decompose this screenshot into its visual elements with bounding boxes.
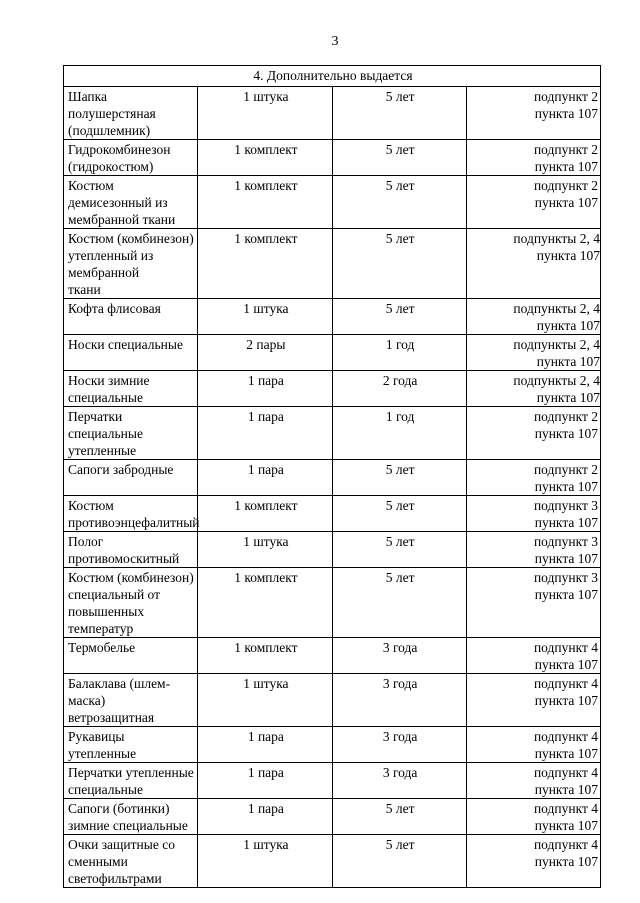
table-row (64, 727, 601, 763)
item-legal-reference (466, 299, 600, 335)
legal-reference-line: пункта 107 (534, 587, 598, 602)
item-name-line: Сапоги забродные (68, 462, 174, 477)
section-title: 4. Дополнительно выдается (64, 66, 601, 87)
item-wear-term: 5 лет (332, 229, 466, 299)
item-quantity: 1 комплект (198, 140, 332, 176)
item-legal-reference (466, 835, 600, 888)
item-name-line: специальные (68, 782, 143, 797)
legal-reference-line: подпункт 2 (533, 89, 598, 104)
item-wear-term: 3 года (332, 727, 466, 763)
table-row (64, 407, 601, 460)
item-legal-reference (466, 799, 600, 835)
item-wear-term: 5 лет (332, 176, 466, 229)
item-name-line: Костюм (комбинезон) (68, 570, 194, 585)
item-legal-reference (466, 176, 600, 229)
item-legal-reference (466, 87, 600, 140)
item-name (64, 638, 198, 674)
table-body (64, 66, 601, 888)
item-legal-reference (466, 763, 600, 799)
table-row (64, 140, 601, 176)
item-name (64, 799, 198, 835)
item-name-line: Костюм (68, 498, 114, 513)
legal-reference-line: подпункты 2, 4 (513, 301, 600, 316)
page-number: 3 (331, 34, 339, 49)
item-name (64, 176, 198, 229)
legal-reference-line: подпункты 2, 4 (513, 373, 600, 388)
legal-reference-line: подпункт 2 (533, 409, 598, 424)
legal-reference-line: пункта 107 (534, 818, 598, 833)
item-legal-reference (466, 532, 600, 568)
item-name-line: специальный от (68, 587, 161, 602)
item-name (64, 87, 198, 140)
item-name-line: Полог противомоскитный (68, 534, 180, 566)
item-quantity: 1 пара (198, 371, 332, 407)
item-quantity: 1 пара (198, 763, 332, 799)
item-name (64, 496, 198, 532)
item-quantity: 2 пары (198, 335, 332, 371)
legal-reference-line: подпункт 2 (533, 462, 598, 477)
item-name (64, 460, 198, 496)
item-name (64, 835, 198, 888)
item-name-line: Шапка полушерстяная (68, 89, 156, 121)
item-legal-reference (466, 727, 600, 763)
item-wear-term: 5 лет (332, 835, 466, 888)
item-name-line: зимние специальные (68, 818, 188, 833)
item-quantity: 1 штука (198, 532, 332, 568)
item-wear-term: 3 года (332, 763, 466, 799)
table-row (64, 371, 601, 407)
item-name-line: Костюм (комбинезон) (68, 231, 194, 246)
item-name-line: утепленный из мембранной (68, 248, 154, 280)
legal-reference-line: подпункт 2 (533, 142, 598, 157)
legal-reference-line: подпункты 2, 4 (513, 337, 600, 352)
item-quantity: 1 пара (198, 799, 332, 835)
table-row (64, 176, 601, 229)
table-row (64, 763, 601, 799)
item-name-line: (гидрокостюм) (68, 159, 154, 174)
item-legal-reference (466, 229, 600, 299)
item-quantity: 1 штука (198, 87, 332, 140)
item-wear-term: 1 год (332, 335, 466, 371)
legal-reference-line: пункта 107 (534, 693, 598, 708)
item-quantity: 1 штука (198, 835, 332, 888)
legal-reference-line: пункта 107 (536, 354, 600, 369)
table-row (64, 335, 601, 371)
legal-reference-line: подпункты 2, 4 (513, 231, 600, 246)
item-name-line: сменными светофильтрами (68, 854, 162, 886)
item-quantity: 1 комплект (198, 229, 332, 299)
item-name-line: Носки специальные (68, 337, 183, 352)
legal-reference-line: подпункт 4 (533, 729, 598, 744)
legal-reference-line: подпункт 4 (533, 640, 598, 655)
legal-reference-line: пункта 107 (534, 746, 598, 761)
legal-reference-line: пункта 107 (534, 479, 598, 494)
item-name-line: Костюм демисезонный из (68, 178, 168, 210)
item-legal-reference (466, 140, 600, 176)
item-wear-term: 5 лет (332, 140, 466, 176)
item-name-line: Термобелье (68, 640, 136, 655)
issuance-norms-table (63, 65, 601, 888)
item-name-line: Перчатки специальные (68, 409, 143, 441)
item-legal-reference (466, 335, 600, 371)
item-name (64, 407, 198, 460)
item-name-line: противоэнцефалитный (68, 515, 200, 530)
item-legal-reference (466, 674, 600, 727)
legal-reference-line: подпункт 3 (533, 534, 598, 549)
item-name-line: Балаклава (шлем-маска) (68, 676, 171, 708)
legal-reference-line: пункта 107 (534, 195, 598, 210)
item-name-line: Сапоги (ботинки) (68, 801, 170, 816)
item-name-line: Очки защитные со (68, 837, 175, 852)
legal-reference-line: подпункт 4 (533, 676, 598, 691)
item-name-line: (подшлемник) (68, 123, 151, 138)
item-legal-reference (466, 371, 600, 407)
legal-reference-line: пункта 107 (536, 318, 600, 333)
table-row (64, 496, 601, 532)
item-name (64, 674, 198, 727)
item-quantity: 1 штука (198, 299, 332, 335)
item-name (64, 371, 198, 407)
table-row (64, 638, 601, 674)
item-name-line: утепленные (68, 443, 137, 458)
item-legal-reference (466, 638, 600, 674)
item-name-line: Кофта флисовая (68, 301, 161, 316)
item-quantity: 1 комплект (198, 176, 332, 229)
item-wear-term: 5 лет (332, 299, 466, 335)
item-name-line: Перчатки утепленные (68, 765, 194, 780)
item-name-line: мембранной ткани (68, 212, 176, 227)
item-name (64, 299, 198, 335)
table-row (64, 229, 601, 299)
item-legal-reference (466, 568, 600, 638)
item-name-line: ветрозащитная (68, 710, 155, 725)
item-wear-term: 1 год (332, 407, 466, 460)
legal-reference-line: пункта 107 (534, 159, 598, 174)
legal-reference-line: пункта 107 (534, 551, 598, 566)
item-legal-reference (466, 407, 600, 460)
item-wear-term: 5 лет (332, 799, 466, 835)
item-name (64, 727, 198, 763)
item-wear-term: 5 лет (332, 496, 466, 532)
item-wear-term: 5 лет (332, 532, 466, 568)
item-name (64, 140, 198, 176)
item-name-line: Рукавицы утепленные (68, 729, 137, 761)
legal-reference-line: пункта 107 (534, 515, 598, 530)
item-name (64, 763, 198, 799)
table-row (64, 568, 601, 638)
item-wear-term: 5 лет (332, 87, 466, 140)
table-row (64, 674, 601, 727)
item-wear-term: 5 лет (332, 568, 466, 638)
legal-reference-line: подпункт 3 (533, 570, 598, 585)
legal-reference-line: пункта 107 (534, 426, 598, 441)
legal-reference-line: пункта 107 (536, 390, 600, 405)
item-legal-reference (466, 496, 600, 532)
legal-reference-line: подпункт 2 (533, 178, 598, 193)
item-wear-term: 2 года (332, 371, 466, 407)
item-wear-term: 5 лет (332, 460, 466, 496)
item-name-line: Гидрокомбинезон (68, 142, 171, 157)
table-row (64, 87, 601, 140)
item-quantity: 1 комплект (198, 638, 332, 674)
legal-reference-line: подпункт 3 (533, 498, 598, 513)
item-name-line: ткани (68, 282, 101, 297)
item-quantity: 1 комплект (198, 568, 332, 638)
item-quantity: 1 пара (198, 407, 332, 460)
item-quantity: 1 пара (198, 460, 332, 496)
section-header-row (64, 66, 601, 87)
item-wear-term: 3 года (332, 638, 466, 674)
legal-reference-line: пункта 107 (534, 657, 598, 672)
legal-reference-line: пункта 107 (536, 248, 600, 263)
item-name-line: Носки зимние специальные (68, 373, 150, 405)
legal-reference-line: подпункт 4 (533, 801, 598, 816)
item-name (64, 532, 198, 568)
item-name (64, 229, 198, 299)
item-wear-term: 3 года (332, 674, 466, 727)
legal-reference-line: пункта 107 (534, 106, 598, 121)
item-name (64, 568, 198, 638)
item-name (64, 335, 198, 371)
table-row (64, 299, 601, 335)
legal-reference-line: подпункт 4 (533, 765, 598, 780)
legal-reference-line: пункта 107 (534, 782, 598, 797)
item-quantity: 1 пара (198, 727, 332, 763)
item-quantity: 1 комплект (198, 496, 332, 532)
item-name-line: повышенных температур (68, 604, 145, 636)
table-row (64, 835, 601, 888)
table-row (64, 532, 601, 568)
legal-reference-line: подпункт 4 (533, 837, 598, 852)
table-row (64, 460, 601, 496)
item-quantity: 1 штука (198, 674, 332, 727)
item-legal-reference (466, 460, 600, 496)
legal-reference-line: пункта 107 (534, 854, 598, 869)
table-row (64, 799, 601, 835)
